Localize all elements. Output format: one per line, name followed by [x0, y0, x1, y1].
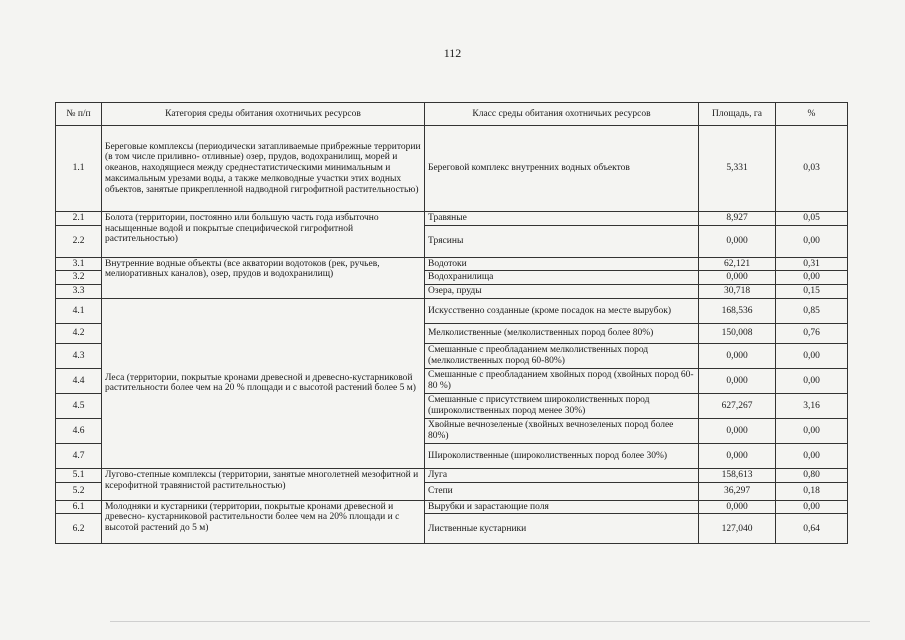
area-cell: 0,000 [699, 418, 776, 443]
area-cell: 158,613 [699, 468, 776, 482]
class-cell: Хвойные вечнозеленые (хвойных вечнозеленых пород более 80%) [425, 418, 699, 443]
area-cell: 627,267 [699, 393, 776, 418]
percent-cell: 0,00 [776, 343, 848, 368]
percent-cell: 0,15 [776, 285, 848, 299]
class-cell: Береговой комплекс внутренних водных объектов [425, 126, 699, 212]
area-cell: 62,121 [699, 257, 776, 271]
row-number: 4.7 [56, 443, 102, 468]
area-cell: 8,927 [699, 212, 776, 226]
area-cell: 36,297 [699, 482, 776, 500]
header-number: № п/п [56, 103, 102, 126]
habitat-table-container [55, 102, 847, 544]
class-cell: Степи [425, 482, 699, 500]
row-number: 4.1 [56, 298, 102, 323]
table-row [56, 257, 848, 271]
percent-cell: 0,00 [776, 443, 848, 468]
percent-cell: 0,00 [776, 418, 848, 443]
header-percent: % [776, 103, 848, 126]
percent-cell: 0,00 [776, 368, 848, 393]
percent-cell: 0,85 [776, 298, 848, 323]
category-cell: Леса (территории, покрытые кронами древесной и древесно-кустарниковой растительности более чем на 20 % площади и с высотой растений более 5 м) [102, 298, 425, 468]
table-header-row [56, 103, 848, 126]
class-cell: Вырубки и зарастающие поля [425, 500, 699, 514]
header-category: Категория среды обитания охотничьих ресурсов [102, 103, 425, 126]
header-class: Класс среды обитания охотничьих ресурсов [425, 103, 699, 126]
percent-cell: 0,64 [776, 514, 848, 544]
area-cell: 0,000 [699, 443, 776, 468]
area-cell: 5,331 [699, 126, 776, 212]
class-cell: Смешанные с присутствием широколиственных пород (широколиственных пород менее 30%) [425, 393, 699, 418]
class-cell: Широколиственные (широколиственных пород более 30%) [425, 443, 699, 468]
area-cell: 150,008 [699, 323, 776, 343]
category-cell: Внутренние водные объекты (все акватории водотоков (рек, ручьев, мелиоративных каналов), озер, прудов и водохранилищ) [102, 257, 425, 298]
percent-cell: 0,05 [776, 212, 848, 226]
row-number: 3.3 [56, 285, 102, 299]
area-cell: 0,000 [699, 343, 776, 368]
row-number: 4.5 [56, 393, 102, 418]
area-cell: 0,000 [699, 500, 776, 514]
area-cell: 127,040 [699, 514, 776, 544]
class-cell: Озера, пруды [425, 285, 699, 299]
row-number: 6.1 [56, 500, 102, 514]
class-cell: Водотоки [425, 257, 699, 271]
row-number: 4.4 [56, 368, 102, 393]
percent-cell: 0,76 [776, 323, 848, 343]
row-number: 2.1 [56, 212, 102, 226]
class-cell: Смешанные с преобладанием мелколиственных пород (мелколиственных пород 60-80%) [425, 343, 699, 368]
area-cell: 0,000 [699, 271, 776, 285]
class-cell: Смешанные с преобладанием хвойных пород (хвойных пород 60-80 %) [425, 368, 699, 393]
area-cell: 168,536 [699, 298, 776, 323]
percent-cell: 0,03 [776, 126, 848, 212]
class-cell: Луга [425, 468, 699, 482]
category-cell: Береговые комплексы (периодически затапливаемые прибрежные территории (в том числе приливно- отливные) озер, прудов, водохранилищ, морей и океанов, находящиеся между среднестатистическими минимальным и максимальным урезами воды, а также мелководные участки этих водных объектов, занятые прикрепленной надводной гигрофитной растительностью) [102, 126, 425, 212]
row-number: 6.2 [56, 514, 102, 544]
row-number: 3.2 [56, 271, 102, 285]
class-cell: Трясины [425, 225, 699, 257]
percent-cell: 0,80 [776, 468, 848, 482]
table-row [56, 298, 848, 323]
habitat-table [55, 102, 848, 544]
area-cell: 30,718 [699, 285, 776, 299]
class-cell: Водохранилища [425, 271, 699, 285]
row-number: 4.2 [56, 323, 102, 343]
percent-cell: 0,00 [776, 500, 848, 514]
row-number: 4.6 [56, 418, 102, 443]
category-cell: Молодняки и кустарники (территории, покрытые кронами древесной и древесно- кустарниковой растительности более чем на 20% площади и с высотой растений до 5 м) [102, 500, 425, 544]
percent-cell: 3,16 [776, 393, 848, 418]
page-number: 112 [443, 46, 462, 60]
row-number: 5.2 [56, 482, 102, 500]
table-row [56, 500, 848, 514]
header-area: Площадь, га [699, 103, 776, 126]
table-row [56, 212, 848, 226]
percent-cell: 0,00 [776, 225, 848, 257]
page-bottom-rule [110, 621, 870, 622]
area-cell: 0,000 [699, 225, 776, 257]
table-row [56, 126, 848, 212]
percent-cell: 0,18 [776, 482, 848, 500]
category-cell: Лугово-степные комплексы (территории, занятые многолетней мезофитной и ксерофитной травянистой растительностью) [102, 468, 425, 500]
row-number: 2.2 [56, 225, 102, 257]
class-cell: Лиственные кустарники [425, 514, 699, 544]
row-number: 1.1 [56, 126, 102, 212]
percent-cell: 0,00 [776, 271, 848, 285]
class-cell: Искусственно созданные (кроме посадок на месте вырубок) [425, 298, 699, 323]
row-number: 5.1 [56, 468, 102, 482]
class-cell: Травяные [425, 212, 699, 226]
table-row [56, 468, 848, 482]
area-cell: 0,000 [699, 368, 776, 393]
category-cell: Болота (территории, постоянно или большую часть года избыточно насыщенные водой и покрытые специфической гигрофитной растительностью) [102, 212, 425, 258]
class-cell: Мелколиственные (мелколиственных пород более 80%) [425, 323, 699, 343]
percent-cell: 0,31 [776, 257, 848, 271]
row-number: 4.3 [56, 343, 102, 368]
row-number: 3.1 [56, 257, 102, 271]
